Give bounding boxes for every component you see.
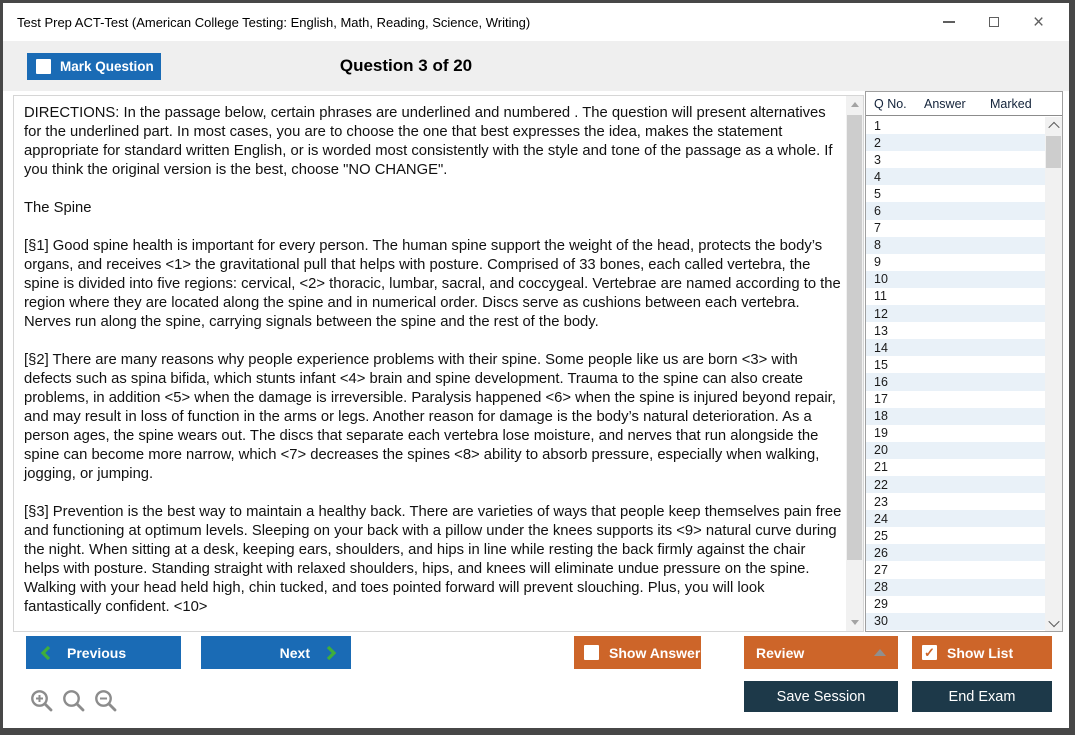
question-row-cell: 12 bbox=[874, 306, 888, 321]
question-row-cell: 6 bbox=[874, 204, 881, 219]
zoom-reset-icon[interactable] bbox=[61, 688, 86, 713]
question-row-cell: 20 bbox=[874, 443, 888, 458]
question-row-cell: 24 bbox=[874, 511, 888, 526]
passage-text bbox=[14, 96, 846, 631]
question-list-panel bbox=[865, 91, 1063, 632]
passage-scroll-thumb[interactable] bbox=[847, 115, 862, 560]
question-row[interactable] bbox=[866, 220, 1045, 237]
question-row[interactable] bbox=[866, 596, 1045, 613]
question-row[interactable] bbox=[866, 134, 1045, 151]
scroll-up-icon[interactable] bbox=[1045, 117, 1062, 134]
dropdown-up-arrow-icon bbox=[874, 649, 886, 656]
question-row[interactable] bbox=[866, 527, 1045, 544]
passage-paragraph: DIRECTIONS: In the passage below, certain phrases are underlined and numbered . The question will present alternatives for the underlined part. In most cases, you are to choose the one that best expresses the idea, makes the statement appropriate for standard written English, or is worded most consistently with the style and tone of the passage as a whole. If you think the original version is the best, choose "NO CHANGE". bbox=[24, 105, 833, 178]
question-row[interactable] bbox=[866, 408, 1045, 425]
question-row-cell: 16 bbox=[874, 374, 888, 389]
question-row[interactable] bbox=[866, 185, 1045, 202]
zoom-in-icon[interactable] bbox=[29, 688, 54, 713]
question-row-cell: 30 bbox=[874, 614, 888, 629]
previous-button[interactable]: Previous bbox=[26, 636, 181, 669]
passage-paragraph: [§1] Good spine health is important for every person. The human spine support the weight of the head, protects the body’s organs, and receives <1> the gravitational pull that helps with posture. Comprised of 33 bones, each called vertebra, the spine is divided into five regions: cervical, <2> thoracic, lumbar, sacral, and coccygeal. Vertebrae are named according to the region where they are located along the spine and in numerical order. Discs serve as cushions between each vertebra. Nerves run along the spine, carrying signals between the spine and the rest of the body. bbox=[24, 238, 841, 330]
question-row[interactable] bbox=[866, 391, 1045, 408]
question-row-cell: 18 bbox=[874, 409, 888, 424]
minimize-icon bbox=[943, 21, 955, 23]
window-controls bbox=[926, 3, 1061, 41]
question-row-cell: 10 bbox=[874, 272, 888, 287]
passage-paragraph: [§2] There are many reasons why people experience problems with their spine. Some people like us are born <3> with defects such as spina bifida, which stunts infant <4> brain and spine development. Trauma to the spine can also create problems, in addition <5> when the damage is irreversible. Paralysis happened <6> when the spine is injured beyond repair, and may result in loss of function in the arms or legs. Another reason for damage is the body’s natural deterioration. As a person ages, the spine wears out. The discs that separate each vertebra lose moisture, and nerves that run alongside the spine can become more narrow, which <7> decreases the spines <8> ability to absorb pressure, especially when walking, jogging, or jumping. bbox=[24, 352, 836, 482]
show-list-checkbox[interactable]: ✓ bbox=[922, 645, 937, 660]
maximize-icon bbox=[989, 17, 999, 27]
next-button[interactable]: Next bbox=[201, 636, 351, 669]
column-header-marked: Marked bbox=[990, 96, 1032, 111]
toolbar bbox=[3, 41, 1069, 91]
question-row[interactable] bbox=[866, 373, 1045, 390]
question-row-cell: 29 bbox=[874, 597, 888, 612]
question-row[interactable] bbox=[866, 322, 1045, 339]
column-header-answer: Answer bbox=[924, 96, 966, 111]
question-counter: Question 3 of 20 bbox=[339, 56, 473, 75]
end-exam-button[interactable]: End Exam bbox=[912, 681, 1052, 712]
passage-panel bbox=[13, 95, 864, 632]
review-dropdown[interactable]: Review bbox=[744, 636, 898, 669]
chevron-right-icon bbox=[326, 645, 337, 661]
question-row[interactable] bbox=[866, 151, 1045, 168]
question-list-body-wrap bbox=[866, 117, 1062, 631]
question-row[interactable] bbox=[866, 442, 1045, 459]
mark-question-label: Mark Question bbox=[60, 59, 154, 74]
question-row[interactable] bbox=[866, 356, 1045, 373]
question-row[interactable] bbox=[866, 544, 1045, 561]
title-bar bbox=[3, 3, 1069, 41]
question-row-cell: 4 bbox=[874, 169, 881, 184]
question-row-cell: 15 bbox=[874, 357, 888, 372]
show-answer-button[interactable]: Show Answer bbox=[574, 636, 701, 669]
question-row[interactable] bbox=[866, 237, 1045, 254]
question-list-scrollbar[interactable] bbox=[1045, 117, 1062, 631]
question-row-cell: 22 bbox=[874, 477, 888, 492]
question-row-cell: 5 bbox=[874, 186, 881, 201]
question-row-cell: 3 bbox=[874, 152, 881, 167]
scroll-up-icon[interactable] bbox=[846, 96, 863, 113]
question-row-cell: 7 bbox=[874, 221, 881, 236]
save-session-button[interactable]: Save Session bbox=[744, 681, 898, 712]
question-row-cell: 28 bbox=[874, 580, 888, 595]
passage-paragraph: [§3] Prevention is the best way to maintain a healthy back. There are varieties of ways that people keep themselves pain free and functioning at optimum levels. Sleeping on your back with a pillow under the knees supports its <9> natural curve during the night. When sitting at a desk, keeping ears, shoulders, and hips in line while resting the back firmly against the chair helps with posture. Standing straight with relaxed shoulders, hips, and knees will eliminate undue pressure on the spine. Walking with your head held high, chin tucked, and toes pointed forward will prevent slouching. Plus, you will look fantastically confident. <10> bbox=[24, 504, 842, 615]
question-row-cell: 27 bbox=[874, 562, 888, 577]
show-answer-checkbox[interactable] bbox=[584, 645, 599, 660]
question-row-cell: 1 bbox=[874, 118, 881, 133]
question-list-header bbox=[866, 92, 1062, 116]
question-row[interactable] bbox=[866, 493, 1045, 510]
question-row-cell: 19 bbox=[874, 426, 888, 441]
question-row-cell: 14 bbox=[874, 340, 888, 355]
chevron-left-icon bbox=[40, 645, 51, 661]
question-row[interactable] bbox=[866, 579, 1045, 596]
close-button[interactable] bbox=[1016, 3, 1061, 41]
minimize-button[interactable] bbox=[926, 3, 971, 41]
zoom-toolbar bbox=[29, 688, 118, 713]
scroll-down-icon[interactable] bbox=[1045, 614, 1062, 631]
list-scroll-thumb[interactable] bbox=[1046, 136, 1061, 168]
question-row[interactable] bbox=[866, 561, 1045, 578]
column-header-qno: Q No. bbox=[874, 96, 907, 111]
question-row[interactable] bbox=[866, 288, 1045, 305]
question-row[interactable] bbox=[866, 476, 1045, 493]
question-row-cell: 23 bbox=[874, 494, 888, 509]
question-row[interactable] bbox=[866, 510, 1045, 527]
passage-paragraph: The Spine bbox=[24, 200, 92, 216]
passage-scrollbar[interactable] bbox=[846, 96, 863, 631]
zoom-out-icon[interactable] bbox=[93, 688, 118, 713]
question-row[interactable] bbox=[866, 305, 1045, 322]
question-row-cell: 13 bbox=[874, 323, 888, 338]
question-row[interactable] bbox=[866, 459, 1045, 476]
question-row-cell: 26 bbox=[874, 545, 888, 560]
maximize-button[interactable] bbox=[971, 3, 1016, 41]
question-row-cell: 11 bbox=[874, 289, 887, 304]
question-row-cell: 9 bbox=[874, 255, 881, 270]
question-list-body bbox=[866, 117, 1045, 631]
question-row-cell: 17 bbox=[874, 392, 888, 407]
close-icon: × bbox=[1032, 11, 1045, 33]
question-row[interactable] bbox=[866, 425, 1045, 442]
question-row[interactable] bbox=[866, 613, 1045, 630]
question-row[interactable] bbox=[866, 271, 1045, 288]
question-row[interactable] bbox=[866, 339, 1045, 356]
question-row-cell: 21 bbox=[874, 460, 888, 475]
question-row[interactable] bbox=[866, 202, 1045, 219]
show-list-button[interactable]: ✓ Show List bbox=[912, 636, 1052, 669]
question-row[interactable] bbox=[866, 254, 1045, 271]
question-row[interactable] bbox=[866, 168, 1045, 185]
question-row[interactable] bbox=[866, 117, 1045, 134]
question-row-cell: 25 bbox=[874, 528, 888, 543]
window-title: Test Prep ACT-Test (American College Testing: English, Math, Reading, Science, Writing) bbox=[17, 14, 531, 30]
question-row-cell: 8 bbox=[874, 238, 881, 253]
scroll-down-icon[interactable] bbox=[846, 614, 863, 631]
question-row-cell: 2 bbox=[874, 135, 881, 150]
